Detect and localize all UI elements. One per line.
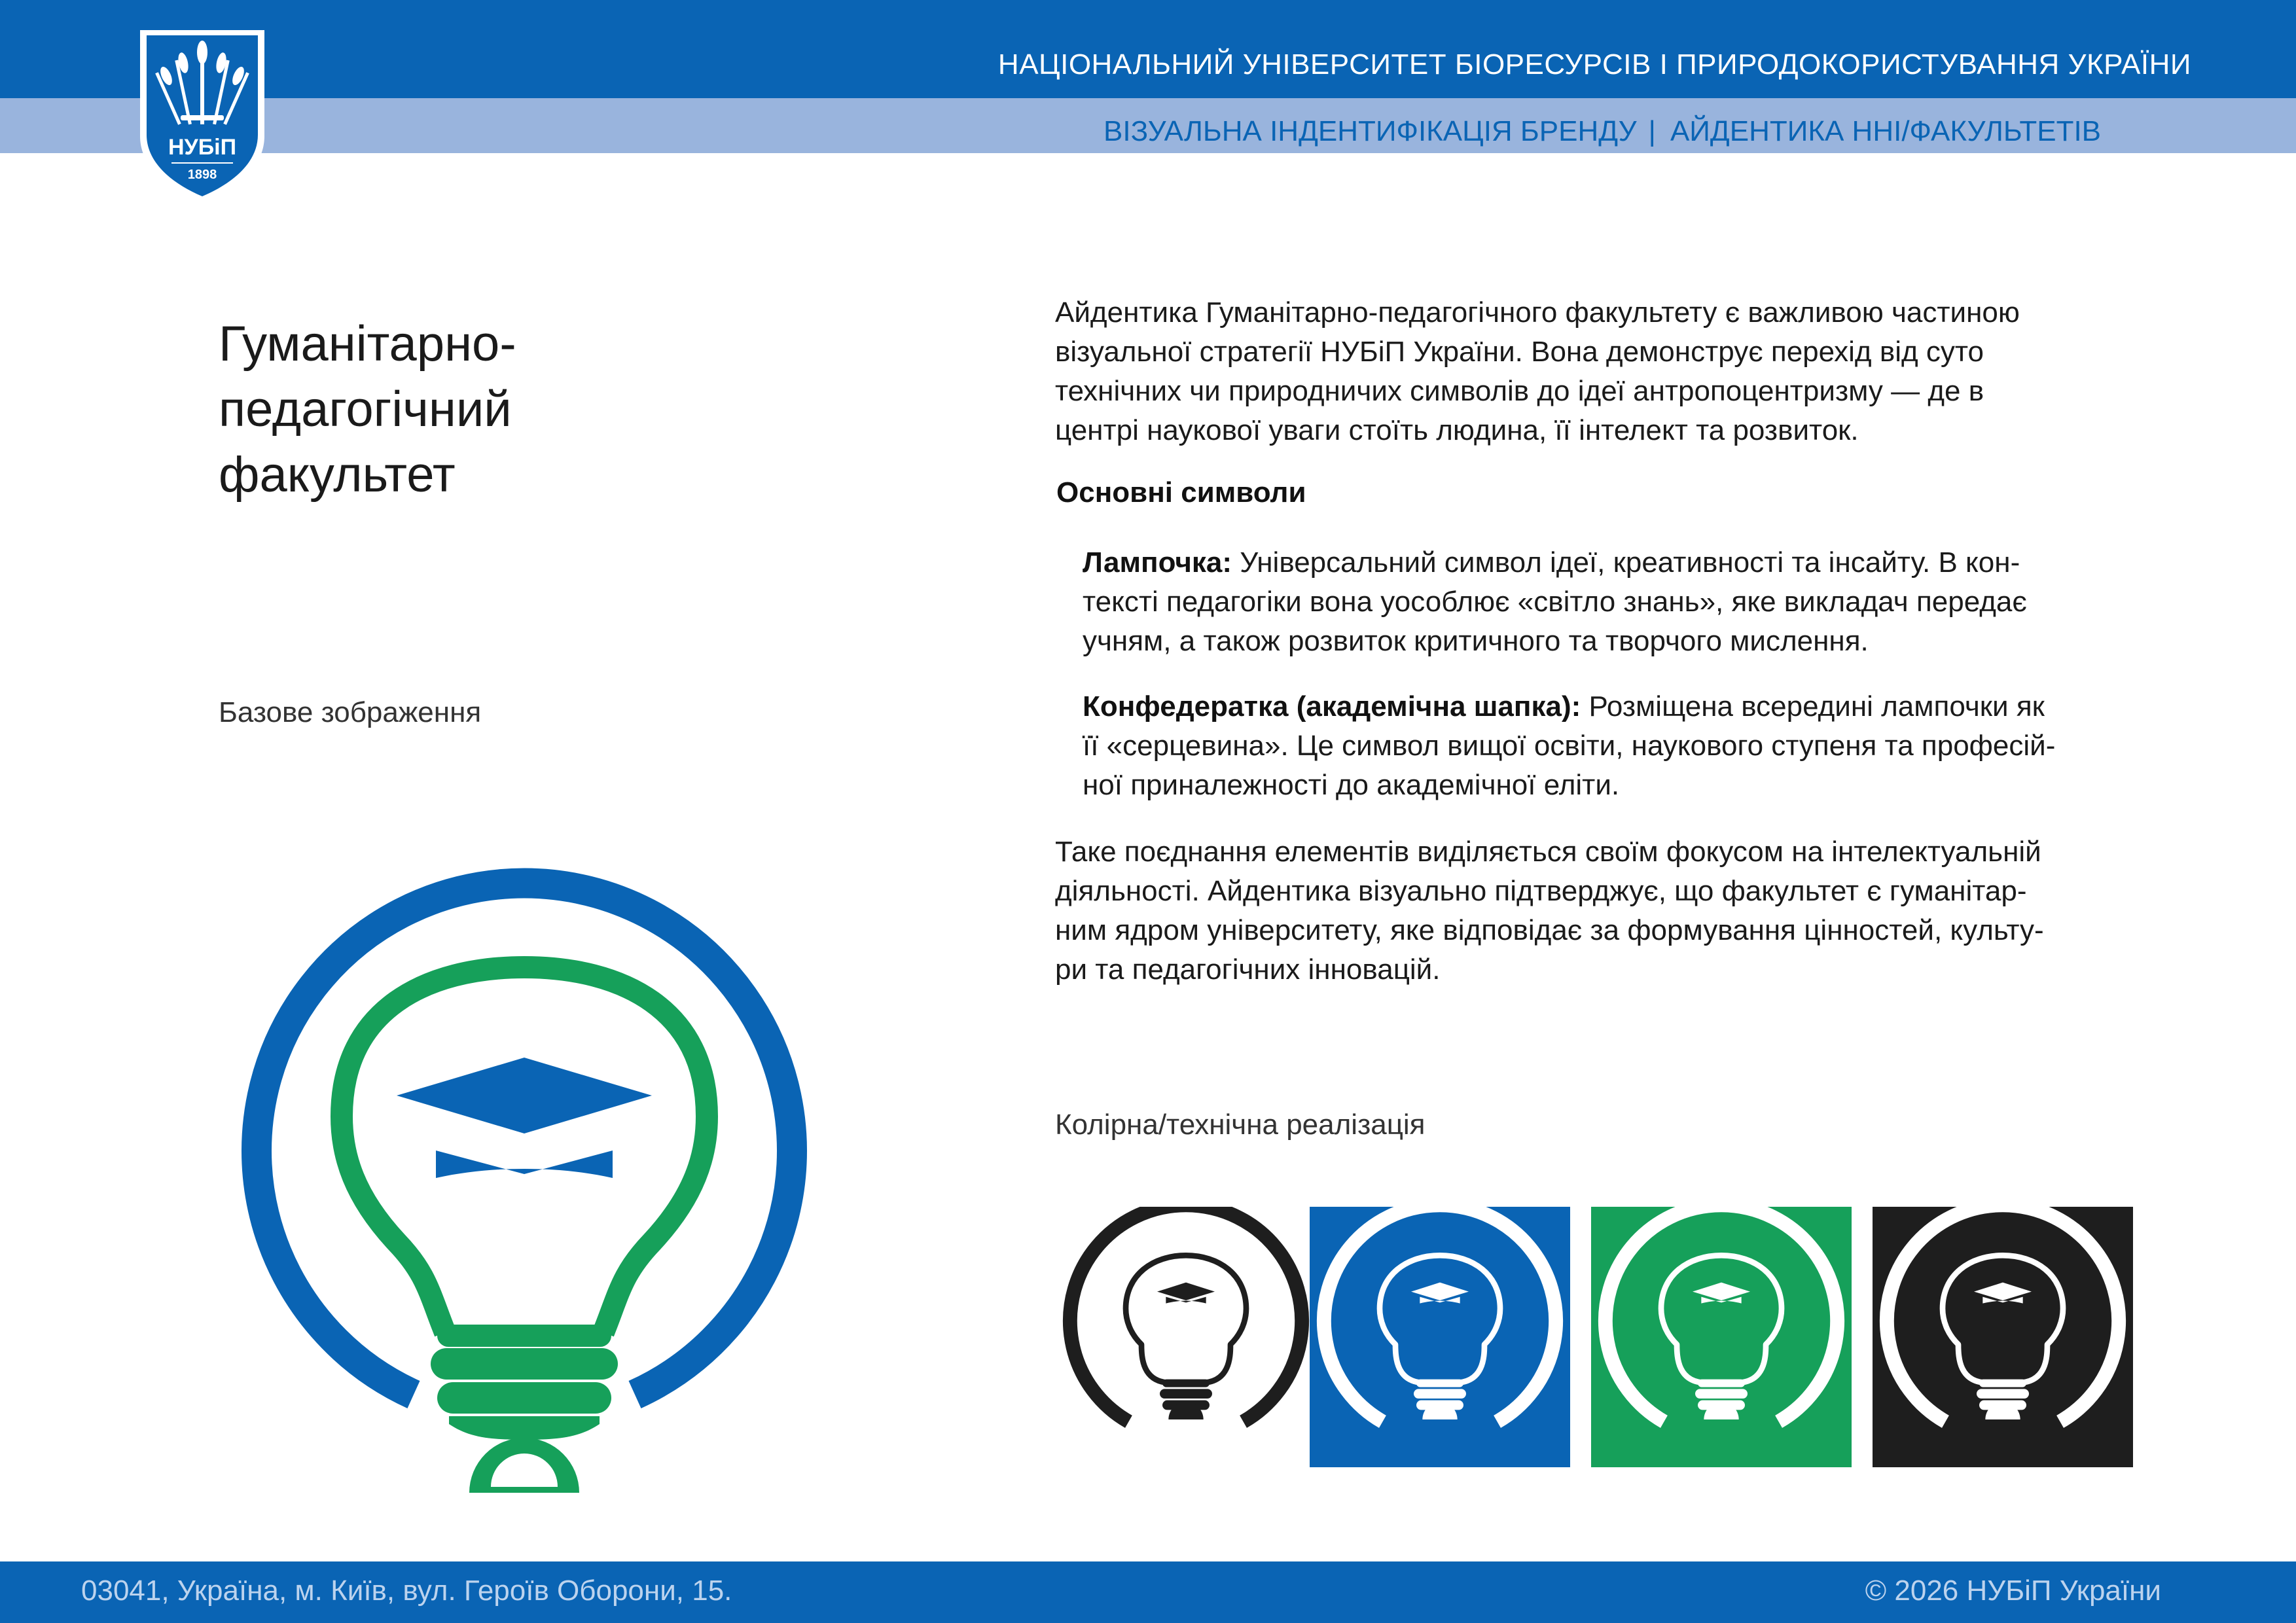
text-line: її «серцевина». Це символ вищої освіти, наукового ступеня та професій- <box>1083 730 2056 762</box>
text-line: ри та педагогічних інновацій. <box>1055 954 1441 986</box>
page-title <box>219 312 677 508</box>
title-line: педагогічний <box>219 382 512 437</box>
text-line <box>1083 687 2123 726</box>
text-line: ної приналежності до академічної еліти. <box>1083 769 1620 801</box>
logo-year: 1898 <box>187 168 217 182</box>
base-image-label: Базове зображення <box>219 696 482 728</box>
logo-variant-black <box>1055 1207 1317 1467</box>
symbol-text: Розміщена всередині лампочки як <box>1581 690 2045 722</box>
text-line: візуальної стратегії НУБіП України. Вона демонструє перехід від суто <box>1055 336 1984 368</box>
logo-variant-green <box>1590 1207 1852 1467</box>
text-line <box>1083 543 2123 582</box>
text-line: діяльності. Айдентика візуально підтверджує, що факультет є гуманітар- <box>1055 875 2027 907</box>
intro-paragraph <box>1055 293 2128 450</box>
logo-variant-blue <box>1309 1207 1571 1467</box>
logo-variant-dark <box>1872 1207 2134 1467</box>
text-line: ним ядром університету, яке відповідає за формування цінностей, культу- <box>1055 914 2044 946</box>
university-name: НАЦІОНАЛЬНИЙ УНІВЕРСИТЕТ БІОРЕСУРСІВ І ПРИРОДОКОРИСТУВАННЯ УКРАЇНИ <box>997 48 2191 80</box>
text-line: Айдентика Гуманітарно-педагогічного факультету є важливою частиною <box>1055 296 2020 329</box>
subsection-link[interactable]: АЙДЕНТИКА ННІ/ФАКУЛЬТЕТІВ <box>1670 115 2102 147</box>
header-breadcrumb <box>1103 115 2101 148</box>
symbol-bulb-description <box>1083 543 2123 661</box>
symbol-cap-description <box>1083 687 2123 805</box>
section-link[interactable]: ВІЗУАЛЬНА ІНДЕНТИФІКАЦІЯ БРЕНДУ <box>1103 115 1637 147</box>
text-line: центрі наукової уваги стоїть людина, її інтелект та розвиток. <box>1055 414 1859 446</box>
text-line: технічних чи природничих символів до ідеї антропоцентризму — де в <box>1055 375 1984 407</box>
footer-address: 03041, Україна, м. Київ, вул. Героїв Оборони, 15. <box>81 1575 732 1607</box>
title-line: факультет <box>219 447 456 503</box>
graduation-cap-icon <box>397 1058 652 1178</box>
symbol-term: Лампочка: <box>1083 546 1232 579</box>
nubip-logo <box>135 26 270 208</box>
text-line: учням, а також розвиток критичного та творчого мислення. <box>1083 625 1869 657</box>
faculty-logo-main <box>233 861 816 1501</box>
footer-copyright: © 2026 НУБіП України <box>1865 1575 2161 1607</box>
logo-abbr: НУБіП <box>168 135 237 160</box>
closing-paragraph <box>1055 832 2128 990</box>
technical-implementation-label: Колірна/технічна реалізація <box>1055 1109 1426 1141</box>
symbol-text: Універсальний символ ідеї, креативності та інсайту. В кон- <box>1232 546 2020 579</box>
symbols-heading: Основні символи <box>1056 476 1306 508</box>
breadcrumb-separator: | <box>1648 115 1656 147</box>
text-line: Таке поєднання елементів виділяється своїм фокусом на інтелектуальній <box>1055 836 2041 868</box>
symbol-term: Конфедератка (академічна шапка): <box>1083 690 1581 722</box>
title-line: Гуманітарно- <box>219 316 516 372</box>
text-line: тексті педагогіки вона уособлює «світло знань», яке викладач передає <box>1083 586 2027 618</box>
